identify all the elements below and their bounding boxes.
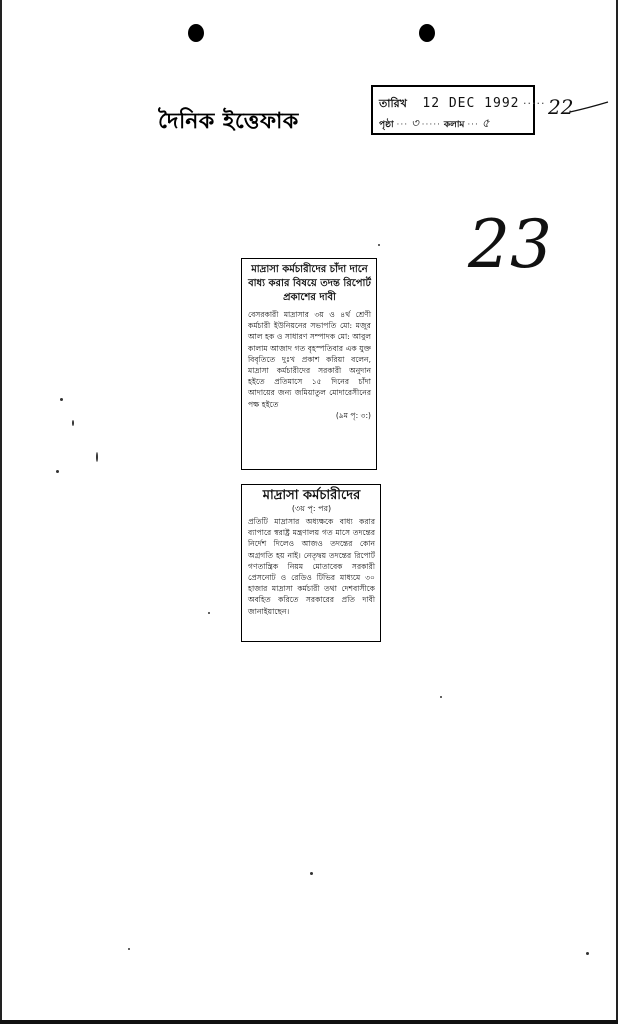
news-clipping-1	[241, 258, 377, 470]
scan-speck	[128, 948, 130, 950]
punch-hole-right	[419, 24, 435, 42]
handwritten-reference-number: 22	[548, 95, 574, 119]
scan-speck	[586, 952, 589, 955]
date-stamp-box	[371, 85, 546, 135]
punch-hole-left	[188, 24, 204, 42]
scan-speck	[208, 612, 210, 614]
scan-speck	[378, 244, 380, 246]
scan-speck	[60, 398, 63, 401]
scan-speck	[72, 420, 74, 426]
scan-speck	[310, 872, 313, 875]
stamp-date-value: 12 DEC 1992	[422, 96, 520, 111]
left-edge-shadow	[0, 0, 2, 1024]
bottom-edge-shadow	[0, 1020, 618, 1024]
stamp-date-label: তারিখ	[379, 97, 407, 110]
stamp-dotted-line: ···	[396, 120, 409, 130]
stamp-dotted-line: ···	[467, 120, 479, 130]
stamp-dotted-line: ·····	[421, 120, 441, 130]
stamp-page-value: ৩	[410, 116, 419, 130]
scan-speck	[96, 452, 98, 462]
stamp-column-label: কলাম	[443, 120, 465, 130]
scan-speck	[56, 470, 59, 473]
stamp-page-label: পৃষ্ঠা	[379, 120, 394, 130]
news-clipping-2	[241, 484, 381, 642]
stamp-dotted-line: ·····	[522, 97, 546, 110]
clipping-1-body: বেসরকারী মাদ্রাসার ৩য় ও ৪র্থ শ্রেণী কর্মচারী ইউনিয়নের সভাপতি মো: মজুর আল হক ও সাধারণ সম্পাদক মো: আবুল কালাম আজাদ গত বৃহস্পতিবার এক যুক্ত বিবৃতিতে দুঃখ প্রকাশ করিয়া বলেন, মাদ্রাসা কর্মচারীদের সরকারী অনুদান হইতে প্রতিমাসে ১৫ দিনের চাঁদা আদায়ের জন্য জমিয়াতুল মোদারেসীনের পক্ষ হইতে	[248, 310, 371, 409]
handwritten-folio-number: 23	[468, 206, 552, 283]
clipping-1-continued: (৯ম পৃ: ৩:)	[335, 410, 371, 420]
clipping-2-headline: মাদ্রাসা কর্মচারীদের	[262, 488, 361, 503]
clipping-2-body: প্রতিটি মাদ্রাসার অধ্যক্ষকে বাধ্য করার ব্যাপারে স্বরাষ্ট্র মন্ত্রণালয় গত মাসে তদন্তের নির্দেশ দিলেও আজও তদন্তের কোন অগ্রগতি হয় নাই। নেতৃদ্বয় তদন্তের রিপোর্ট গণতান্ত্রিক নিয়ম মোতাবেক সরকারী প্রেসনোট ও রেডিও টিভির মাধ্যমে ৩০ হাজার মাদ্রাসা কর্মচারী তথা দেশবাসীকে অবহিত করিতে সরকারের প্রতি দাবী জানাইয়াছেন।	[248, 517, 375, 616]
newspaper-masthead: দৈনিক ইত্তেফাক	[158, 108, 299, 134]
clipping-1-headline: মাদ্রাসা কর্মচারীদের চাঁদা দানে বাধ্য করার বিষয়ে তদন্ত রিপোর্ট প্রকাশের দাবী	[248, 264, 371, 303]
scan-speck	[440, 696, 442, 698]
clipping-2-subhead: (৩য় পৃ: পর)	[291, 504, 332, 513]
stamp-column-value: ৫	[481, 116, 490, 130]
